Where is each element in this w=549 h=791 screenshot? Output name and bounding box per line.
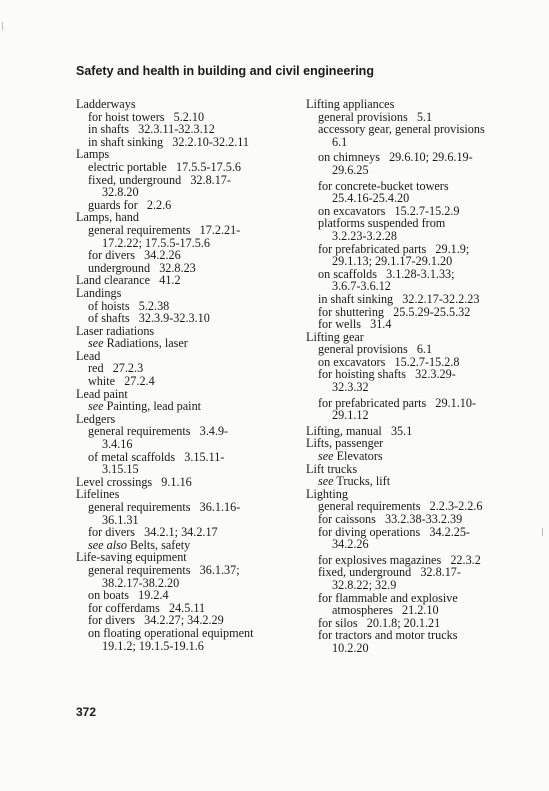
cross-reference-label: see bbox=[318, 449, 334, 464]
index-text: 6.1 bbox=[332, 134, 348, 149]
running-header: Safety and health in building and civil engineering bbox=[76, 64, 374, 78]
index-text: Elevators bbox=[333, 449, 383, 464]
index-text: general requirements 36.1.37; bbox=[88, 562, 240, 577]
index-text: Lifting, manual 35.1 bbox=[306, 423, 413, 438]
index-text: Lead bbox=[76, 348, 101, 363]
index-text: 32.3.32 bbox=[332, 380, 369, 395]
index-continuation bbox=[306, 136, 534, 149]
index-text: underground 32.8.23 bbox=[88, 260, 196, 275]
index-text: Laser radiations bbox=[76, 323, 155, 338]
index-text: Lead paint bbox=[76, 386, 128, 401]
index-text: in shaft sinking 32.2.17-32.2.23 bbox=[318, 291, 480, 306]
index-text: general requirements 3.4.9- bbox=[88, 424, 229, 439]
index-text: on excavators 15.2.7-15.2.9 bbox=[318, 203, 460, 218]
index-text: atmospheres 21.2.10 bbox=[332, 603, 439, 618]
index-subentry bbox=[76, 337, 291, 350]
index-text: Lifts, passenger bbox=[306, 436, 384, 451]
index-text: for flammable and explosive bbox=[318, 590, 458, 605]
index-text: 32.8.22; 32.9 bbox=[332, 577, 397, 592]
index-text: Radiations, laser bbox=[103, 336, 188, 351]
index-text: 17.2.22; 17.5.5-17.5.6 bbox=[102, 235, 210, 250]
index-text: 19.1.2; 19.1.5-19.1.6 bbox=[102, 638, 204, 653]
index-text: general requirements 36.1.16- bbox=[88, 500, 241, 514]
index-text: white 27.2.4 bbox=[88, 374, 155, 389]
index-text: Lift trucks bbox=[306, 461, 358, 476]
index-continuation bbox=[306, 642, 534, 655]
index-text: 10.2.20 bbox=[332, 640, 369, 655]
index-text: Lifting gear bbox=[306, 329, 364, 344]
index-text: for wells 31.4 bbox=[318, 317, 392, 332]
index-text: 3.6.7-3.6.12 bbox=[332, 279, 391, 294]
index-continuation bbox=[306, 164, 534, 177]
index-text: Belts, safety bbox=[126, 537, 191, 552]
index-text: for concrete-bucket towers bbox=[318, 178, 449, 193]
index-text: Landings bbox=[76, 285, 122, 300]
index-text: for prefabricated parts 29.1.9; bbox=[318, 241, 470, 256]
cross-reference-label: see bbox=[88, 399, 104, 414]
index-text: general provisions 5.1 bbox=[318, 109, 433, 124]
index-text: fixed, underground 32.8.17- bbox=[318, 565, 461, 580]
index-text: Lamps bbox=[76, 147, 110, 162]
index-text: red 27.2.3 bbox=[88, 361, 144, 376]
index-text: on boats 19.2.4 bbox=[88, 588, 169, 603]
index-continuation bbox=[306, 538, 534, 551]
index-text: Painting, lead paint bbox=[103, 399, 202, 414]
index-text: for cofferdams 24.5.11 bbox=[88, 600, 206, 615]
index-text: 3.4.16 bbox=[102, 437, 133, 452]
index-text: platforms suspended from bbox=[318, 216, 446, 231]
index-column-left bbox=[76, 98, 291, 652]
index-text: Lifelines bbox=[76, 487, 120, 502]
index-text: for explosives magazines 22.3.2 bbox=[318, 552, 481, 567]
index-text: for divers 34.2.1; 34.2.17 bbox=[88, 525, 218, 540]
scan-mark bbox=[542, 528, 543, 536]
index-text: Level crossings 9.1.16 bbox=[76, 474, 192, 489]
index-text: Lighting bbox=[306, 486, 348, 501]
index-text: 25.4.16-25.4.20 bbox=[332, 191, 410, 206]
index-text: Lamps, hand bbox=[76, 210, 139, 225]
index-text: 29.1.13; 29.1.17-29.1.20 bbox=[332, 254, 453, 269]
index-text: on chimneys 29.6.10; 29.6.19- bbox=[318, 150, 473, 165]
index-text: for silos 20.1.8; 20.1.21 bbox=[318, 615, 441, 630]
index-text: general requirements 2.2.3-2.2.6 bbox=[318, 499, 483, 514]
index-text: on scaffolds 3.1.28-3.1.33; bbox=[318, 266, 455, 281]
index-text: 29.1.12 bbox=[332, 408, 369, 423]
index-text: electric portable 17.5.5-17.5.6 bbox=[88, 159, 241, 174]
index-text: for hoist towers 5.2.10 bbox=[88, 109, 205, 124]
index-text: guards for 2.2.6 bbox=[88, 197, 172, 212]
page-number: 372 bbox=[76, 705, 97, 719]
index-text: for diving operations 34.2.25- bbox=[318, 524, 470, 539]
index-text: 36.1.31 bbox=[102, 512, 139, 527]
index-text: general requirements 17.2.21- bbox=[88, 222, 241, 237]
index-text: 38.2.17-38.2.20 bbox=[102, 575, 180, 590]
index-text: for prefabricated parts 29.1.10- bbox=[318, 395, 477, 410]
index-text: of hoists 5.2.38 bbox=[88, 298, 170, 313]
index-text: 29.6.25 bbox=[332, 162, 369, 177]
index-text: in shafts 32.3.11-32.3.12 bbox=[88, 122, 215, 137]
index-text: Land clearance 41.2 bbox=[76, 273, 181, 288]
index-text: in shaft sinking 32.2.10-32.2.11 bbox=[88, 134, 250, 149]
index-text: on excavators 15.2.7-15.2.8 bbox=[318, 354, 460, 369]
index-text: 3.15.15 bbox=[102, 462, 139, 477]
index-text: accessory gear, general provisions bbox=[318, 122, 485, 137]
index-text: for divers 34.2.26 bbox=[88, 248, 181, 263]
cross-reference-label: see bbox=[88, 336, 104, 351]
index-text: general provisions 6.1 bbox=[318, 342, 433, 357]
index-text: of metal scaffolds 3.15.11- bbox=[88, 449, 225, 464]
index-column-right bbox=[306, 98, 534, 655]
index-text: of shafts 32.3.9-32.3.10 bbox=[88, 311, 210, 326]
index-continuation bbox=[76, 640, 291, 653]
index-continuation bbox=[306, 381, 534, 394]
cross-reference-label: see bbox=[318, 474, 334, 489]
index-text: for divers 34.2.27; 34.2.29 bbox=[88, 613, 224, 628]
index-text: Lifting appliances bbox=[306, 97, 395, 111]
index-text: on floating operational equipment bbox=[88, 625, 254, 640]
index-text: Ladderways bbox=[76, 97, 136, 111]
index-text: for caissons 33.2.38-33.2.39 bbox=[318, 512, 463, 526]
index-text: for shuttering 25.5.29-25.5.32 bbox=[318, 304, 471, 319]
scan-mark bbox=[2, 22, 3, 30]
index-text: for tractors and motor trucks bbox=[318, 628, 458, 643]
index-text: 32.8.20 bbox=[102, 185, 139, 200]
index-text: 34.2.26 bbox=[332, 537, 369, 552]
index-text: fixed, underground 32.8.17- bbox=[88, 172, 231, 187]
index-text: for hoisting shafts 32.3.29- bbox=[318, 367, 456, 382]
index-text: Life-saving equipment bbox=[76, 550, 187, 565]
index-text: Trucks, lift bbox=[333, 474, 391, 489]
index-text: Ledgers bbox=[76, 411, 116, 426]
index-continuation bbox=[306, 409, 534, 422]
index-text: 3.2.23-3.2.28 bbox=[332, 228, 397, 243]
cross-reference-label: see also bbox=[88, 537, 127, 552]
